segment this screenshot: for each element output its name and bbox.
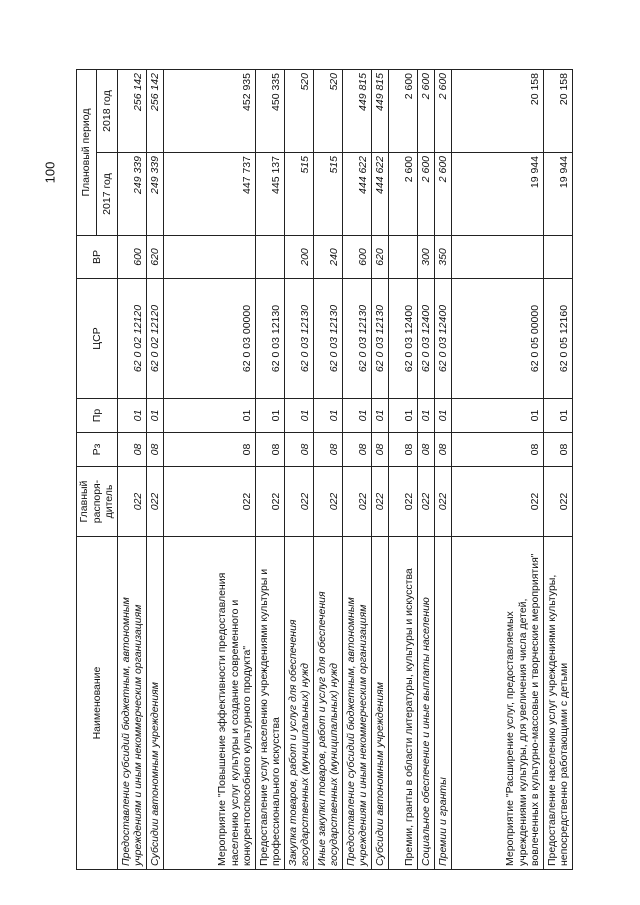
row-vr: 350 xyxy=(434,236,451,279)
row-name: Иные закупки товаров, работ и услуг для обеспечения государственных (муниципальных) нужд xyxy=(313,537,342,870)
row-2018: 2 600 xyxy=(434,70,451,153)
header-csr: ЦСР xyxy=(77,279,118,399)
row-2018: 2 600 xyxy=(417,70,434,153)
header-admin: Главный распоря-дитель xyxy=(77,467,118,537)
row-vr: 600 xyxy=(117,236,146,279)
row-vr: 300 xyxy=(417,236,434,279)
row-name: Предоставление субсидий бюджетным, автономным учреждениям и иным некоммерческим организациям xyxy=(117,537,146,870)
header-2017: 2017 год xyxy=(97,153,117,236)
row-vr: 600 xyxy=(342,236,371,279)
row-csr: 62 0 03 12400 xyxy=(434,279,451,399)
row-rz: 08 xyxy=(255,433,284,467)
row-2017: 2 600 xyxy=(417,153,434,236)
row-2017: 515 xyxy=(284,153,313,236)
row-2017: 2 600 xyxy=(388,153,417,236)
row-vr xyxy=(255,236,284,279)
row-pr: 01 xyxy=(371,399,388,433)
header-rz: Рз xyxy=(77,433,118,467)
row-rz: 08 xyxy=(434,433,451,467)
page-number: 100 xyxy=(42,161,58,184)
row-admin: 022 xyxy=(117,467,146,537)
row-2018: 449 815 xyxy=(371,70,388,153)
row-2017: 249 339 xyxy=(146,153,163,236)
row-rz: 08 xyxy=(313,433,342,467)
row-2018: 452 935 xyxy=(163,70,255,153)
row-2018: 2 600 xyxy=(388,70,417,153)
row-vr xyxy=(451,236,543,279)
row-vr: 620 xyxy=(146,236,163,279)
row-pr: 01 xyxy=(146,399,163,433)
table-row xyxy=(543,70,572,870)
row-2018: 20 158 xyxy=(451,70,543,153)
row-name: Закупка товаров, работ и услуг для обеспечения государственных (муниципальных) нужд xyxy=(284,537,313,870)
row-2017: 444 622 xyxy=(342,153,371,236)
row-admin: 022 xyxy=(371,467,388,537)
row-vr: 200 xyxy=(284,236,313,279)
table-row xyxy=(417,70,434,870)
row-admin: 022 xyxy=(342,467,371,537)
table-row xyxy=(146,70,163,870)
row-csr: 62 0 03 12130 xyxy=(371,279,388,399)
row-2017: 445 137 xyxy=(255,153,284,236)
row-pr: 01 xyxy=(434,399,451,433)
header-vr: ВР xyxy=(77,236,118,279)
row-csr: 62 0 05 12160 xyxy=(543,279,572,399)
row-pr: 01 xyxy=(163,399,255,433)
row-rz: 08 xyxy=(342,433,371,467)
row-2017: 447 737 xyxy=(163,153,255,236)
row-csr: 62 0 03 12130 xyxy=(342,279,371,399)
row-2018: 256 142 xyxy=(117,70,146,153)
row-name: Предоставление населению услуг учреждениями культуры, непосредственно работающими с детьми xyxy=(543,537,572,870)
row-2018: 20 158 xyxy=(543,70,572,153)
row-admin: 022 xyxy=(313,467,342,537)
row-pr: 01 xyxy=(543,399,572,433)
row-2018: 449 815 xyxy=(342,70,371,153)
row-admin: 022 xyxy=(417,467,434,537)
row-admin: 022 xyxy=(284,467,313,537)
row-vr xyxy=(543,236,572,279)
row-name: Мероприятие "Расширение услуг, предоставляемых учреждениями культуры, для увеличения числа детей, вовлеченных в культурно-массовые и творческие мероприятия" xyxy=(451,537,543,870)
row-2017: 2 600 xyxy=(434,153,451,236)
row-vr xyxy=(388,236,417,279)
table-row xyxy=(371,70,388,870)
row-2017: 515 xyxy=(313,153,342,236)
row-pr: 01 xyxy=(255,399,284,433)
row-admin: 022 xyxy=(434,467,451,537)
row-csr: 62 0 03 12130 xyxy=(284,279,313,399)
budget-table xyxy=(76,69,573,870)
row-rz: 08 xyxy=(388,433,417,467)
row-rz: 08 xyxy=(284,433,313,467)
row-name: Субсидии автономным учреждениям xyxy=(371,537,388,870)
row-rz: 08 xyxy=(163,433,255,467)
row-name: Предоставление субсидий бюджетным, автономным учреждениям и иным некоммерческим организациям xyxy=(342,537,371,870)
row-name: Мероприятие "Повышение эффективности предоставления населению услуг культуры и создание современного и конкурентоспособного культурного продукта" xyxy=(163,537,255,870)
row-admin: 022 xyxy=(451,467,543,537)
table-row xyxy=(342,70,371,870)
row-2017: 19 944 xyxy=(451,153,543,236)
row-csr: 62 0 02 12120 xyxy=(117,279,146,399)
table-row xyxy=(434,70,451,870)
table-row xyxy=(255,70,284,870)
row-2017: 444 622 xyxy=(371,153,388,236)
row-admin: 022 xyxy=(163,467,255,537)
row-pr: 01 xyxy=(313,399,342,433)
row-2018: 450 335 xyxy=(255,70,284,153)
table-row xyxy=(284,70,313,870)
row-2017: 249 339 xyxy=(117,153,146,236)
row-pr: 01 xyxy=(117,399,146,433)
row-pr: 01 xyxy=(417,399,434,433)
row-pr: 01 xyxy=(388,399,417,433)
row-csr: 62 0 02 12120 xyxy=(146,279,163,399)
row-rz: 08 xyxy=(417,433,434,467)
row-vr: 240 xyxy=(313,236,342,279)
table-row xyxy=(388,70,417,870)
row-csr: 62 0 03 12130 xyxy=(255,279,284,399)
row-admin: 022 xyxy=(146,467,163,537)
row-pr: 01 xyxy=(451,399,543,433)
table-row xyxy=(117,70,146,870)
row-name: Предоставление услуг населению учреждениями культуры и профессионального искусства xyxy=(255,537,284,870)
row-2018: 256 142 xyxy=(146,70,163,153)
header-plan-period: Плановый период xyxy=(77,70,97,236)
row-name: Премии и гранты xyxy=(434,537,451,870)
row-rz: 08 xyxy=(371,433,388,467)
row-name: Субсидии автономным учреждениям xyxy=(146,537,163,870)
row-vr: 620 xyxy=(371,236,388,279)
row-name: Социальное обеспечение и иные выплаты населению xyxy=(417,537,434,870)
row-rz: 08 xyxy=(146,433,163,467)
row-csr: 62 0 03 12400 xyxy=(388,279,417,399)
row-admin: 022 xyxy=(543,467,572,537)
row-csr: 62 0 03 12400 xyxy=(417,279,434,399)
header-pr: Пр xyxy=(77,399,118,433)
row-pr: 01 xyxy=(342,399,371,433)
table-row xyxy=(163,70,255,870)
row-csr: 62 0 03 12130 xyxy=(313,279,342,399)
row-admin: 022 xyxy=(388,467,417,537)
table-row xyxy=(451,70,543,870)
row-2018: 520 xyxy=(313,70,342,153)
row-admin: 022 xyxy=(255,467,284,537)
row-csr: 62 0 03 00000 xyxy=(163,279,255,399)
header-name: Наименование xyxy=(77,537,118,870)
row-rz: 08 xyxy=(451,433,543,467)
row-name: Премии, гранты в области литературы, культуры и искусства xyxy=(388,537,417,870)
row-pr: 01 xyxy=(284,399,313,433)
header-2018: 2018 год xyxy=(97,70,117,153)
row-2017: 19 944 xyxy=(543,153,572,236)
rotated-table-container xyxy=(76,70,598,870)
row-csr: 62 0 05 00000 xyxy=(451,279,543,399)
row-vr xyxy=(163,236,255,279)
row-rz: 08 xyxy=(117,433,146,467)
table-row xyxy=(313,70,342,870)
row-2018: 520 xyxy=(284,70,313,153)
row-rz: 08 xyxy=(543,433,572,467)
